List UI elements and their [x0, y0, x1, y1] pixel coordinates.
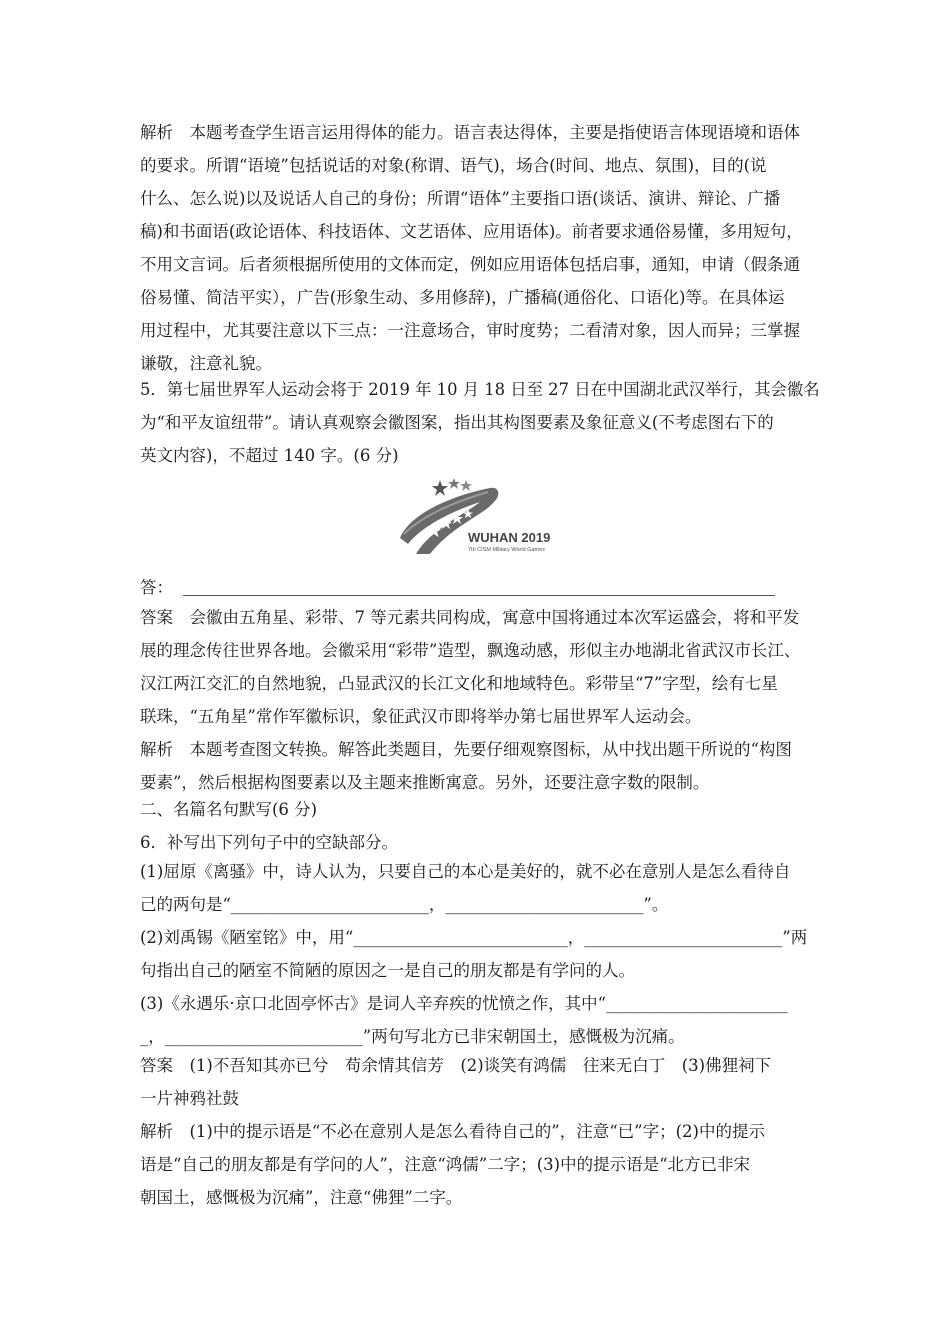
text-line: (1)屈原《离骚》中，诗人认为，只要自己的本心是美好的，就不必在意别人是怎么看待自: [140, 862, 791, 881]
text-line: 俗易懂、简洁平实），广告(形象生动、多用修辞)，广播稿(通俗化、口语化)等。在具体运: [140, 288, 785, 307]
wuhan-2019-logo: [390, 474, 560, 556]
text-line: 用过程中，尤其要注意以下三点：一注意场合，审时度势；二看清对象，因人而异；三掌握: [140, 321, 800, 340]
logo-title: WUHAN 2019: [468, 530, 551, 545]
text-line: (2)刘禹锡《陋室铭》中，用“__________________________，________________________”两: [140, 928, 808, 947]
analysis-text: 解析 本题考查图文转换。解答此类题目，先要仔细观察图标，从中找出题干所说的“构图: [140, 740, 792, 759]
text-line: 语是“自己的朋友都是有学问的人”，注意“鸿儒”二字；(3)中的提示语是“北方已非宋: [140, 1155, 751, 1174]
text-line: 什么、怎么说)以及说话人自己的身份；所谓“语体”主要指口语(谈话、演讲、辩论、广播: [140, 189, 781, 208]
text-line: 己的两句是“________________________，________________________”。: [140, 895, 669, 914]
text-line: 一片神鸦社鼓: [140, 1089, 239, 1108]
text-line: 朝国土，感慨极为沉痛”，注意“佛狸”二字。: [140, 1188, 463, 1207]
answer-text: 答案 (1)不吾知其亦已兮 苟余情其信芳 (2)谈笑有鸿儒 往来无白丁 (3)佛狸祠下: [140, 1056, 772, 1075]
text-line: 联珠，“五角星”常作军徽标识，象征武汉市即将举办第七届世界军人运动会。: [140, 707, 702, 726]
text-line: 要素”，然后根据构图要素以及主题来推断寓意。另外，还要注意字数的限制。: [140, 773, 710, 792]
answer-text: 答案 会徽由五角星、彩带、7 等元素共同构成，寓意中国将通过本次军运盛会，将和平发: [140, 608, 800, 627]
section-heading: 二、名篇名句默写(6 分): [140, 800, 318, 819]
text-line: 稿)和书面语(政论语体、科技语体、文艺语体、应用语体)。前者要求通俗易懂，多用短句，: [140, 222, 803, 241]
text-line: (3)《永遇乐·京口北固亭怀古》是词人辛弃疾的忧愤之作，其中“______________________: [140, 994, 788, 1013]
text-line: 英文内容)，不超过 140 字。(6 分): [140, 446, 399, 465]
text-line: 句指出自己的陋室不简陋的原因之一是自己的朋友都是有学问的人。: [140, 961, 635, 980]
question-5: 5．第七届世界军人运动会将于 2019 年 10 月 18 日至 27 日在中国湖北武汉举行，其会徽名: [140, 380, 820, 399]
question-6: 6．补写出下列句子中的空缺部分。: [140, 833, 398, 852]
answer-blank-line[interactable]: [183, 595, 775, 596]
text-line: 汉江两江交汇的自然地貌，凸显武汉的长江文化和地域特色。彩带呈“7”字型，绘有七星: [140, 674, 778, 693]
text-line: 的要求。所谓“语境”包括说话的对象(称谓、语气)，场合(时间、地点、氛围)，目的(说: [140, 156, 767, 175]
analysis-text: 解析 (1)中的提示语是“不必在意别人是怎么看待自己的”，注意“已”字；(2)中的提示: [140, 1122, 765, 1141]
answer-prompt: 答：: [140, 578, 173, 597]
text-line: 为“和平友谊纽带”。请认真观察会徽图案，指出其构图要素及象征意义(不考虑图右下的: [140, 413, 774, 432]
text-line: _，________________________”两句写北方已非宋朝国土，感慨极为沉痛。: [140, 1027, 685, 1046]
logo-subtitle: 7th CISM Military World Games: [468, 547, 545, 553]
text-line: 展的理念传往世界各地。会徽采用“彩带”造型，飘逸动感，形似主办地湖北省武汉市长江、: [140, 641, 801, 660]
text-line: 解析 本题考查学生语言运用得体的能力。语言表达得体，主要是指使语言体现语境和语体: [140, 123, 800, 142]
text-line: 不用文言词。后者须根据所使用的文体而定，例如应用语体包括启事，通知，申请（假条通: [140, 255, 800, 274]
text-line: 谦敬，注意礼貌。: [140, 354, 272, 373]
